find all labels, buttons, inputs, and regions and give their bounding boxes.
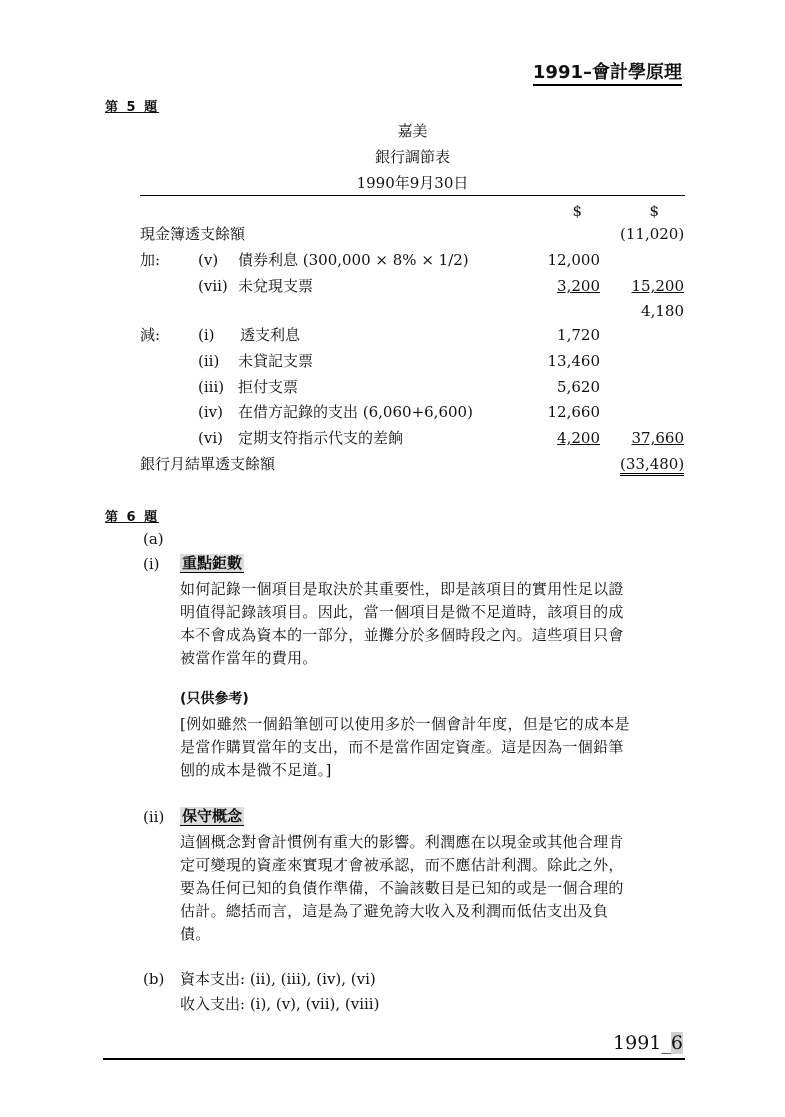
- reference-paragraph: [180, 713, 690, 782]
- add-total: 15,200: [631, 277, 684, 295]
- add-item-desc: 未兌現支票: [238, 277, 314, 295]
- text-line: 這個概念對會計慣例有重大的影響。利潤應在以現金或其他合理肯: [180, 833, 624, 851]
- less-label: 減:: [140, 326, 161, 344]
- section-ii-heading: 保守概念: [182, 807, 243, 825]
- less-item-desc: 透支利息: [240, 326, 301, 344]
- add-item-amount: 3,200: [557, 277, 600, 295]
- reference-only-heading: (只供參考): [180, 691, 249, 707]
- section-i-heading: 重點鉅數: [182, 554, 243, 572]
- company-name: 嘉美: [397, 122, 428, 140]
- opening-balance-label: 現金簿透支餘額: [140, 225, 246, 243]
- page-number-value: 6: [670, 1032, 683, 1054]
- less-item-ref: (vi): [198, 429, 223, 447]
- capital-expenditure-line: 資本支出: (ii), (iii), (iv), (vi): [180, 970, 376, 988]
- question-6-label: 第 6 題: [105, 510, 160, 525]
- add-item-ref: (v): [198, 251, 219, 269]
- less-item-ref: (i): [198, 326, 215, 344]
- section-ii-paragraph: [180, 831, 690, 946]
- less-item-desc: 未貸記支票: [238, 352, 314, 370]
- closing-balance-label: 銀行月結單透支餘額: [140, 455, 276, 473]
- less-item-amount: 12,660: [547, 403, 600, 421]
- revenue-expenditure-line: 收入支出: (i), (v), (vii), (viii): [180, 995, 380, 1013]
- less-item-ref: (iv): [198, 403, 223, 421]
- statement-divider: [140, 195, 685, 196]
- section-ii-number: (ii): [143, 808, 165, 826]
- less-item-ref: (ii): [198, 352, 220, 370]
- closing-balance-total: (33,480): [620, 455, 684, 476]
- question-5-label: 第 5 題: [105, 100, 160, 115]
- less-item-amount: 5,620: [557, 378, 600, 396]
- text-line: 刨的成本是微不足道。]: [180, 761, 332, 779]
- text-line: 如何記錄一個項目是取決於其重要性，即是該項目的實用性足以證: [180, 580, 624, 598]
- text-line: 債。: [180, 925, 211, 943]
- part-b-label: (b): [143, 970, 165, 988]
- text-line: [例如雖然一個鉛筆刨可以使用多於一個會計年度，但是它的成本是: [180, 715, 630, 733]
- statement-title: 銀行調節表: [374, 148, 450, 166]
- footer-rule: [103, 1058, 685, 1060]
- text-line: 是當作購買當年的支出，而不是當作固定資產。這是因為一個鉛筆: [180, 738, 624, 756]
- col-header-2: $: [649, 202, 659, 220]
- less-item-amount: 1,720: [557, 326, 600, 344]
- add-item-amount: 12,000: [547, 251, 600, 269]
- col-header-1: $: [572, 202, 582, 220]
- text-line: 定可變現的資產來實現才會被承認，而不應估計利潤。除此之外，: [180, 856, 624, 874]
- less-item-amount: 13,460: [547, 352, 600, 370]
- subtotal: 4,180: [641, 302, 684, 320]
- add-item-desc: 債券利息 (300,000 × 8% × 1/2): [238, 251, 469, 269]
- less-item-desc: 定期支符指示代支的差餉: [238, 429, 404, 447]
- part-a-label: (a): [143, 530, 164, 548]
- less-total: 37,660: [631, 429, 684, 447]
- section-i-number: (i): [143, 555, 160, 573]
- text-line: 明值得記錄該項目。因此，當一個項目是微不足道時，該項目的成: [180, 603, 624, 621]
- section-i-paragraph: [180, 578, 690, 670]
- opening-balance-total: (11,020): [620, 225, 685, 243]
- statement-date: 1990年9月30日: [356, 174, 469, 192]
- page-number-prefix: 1991_: [613, 1032, 671, 1054]
- page-header-title: 1991–會計學原理: [533, 62, 682, 86]
- add-item-ref: (vii): [198, 277, 228, 295]
- text-line: 被當作當年的費用。: [180, 649, 318, 667]
- less-item-amount: 4,200: [557, 429, 600, 447]
- add-label: 加:: [140, 251, 161, 269]
- text-line: 本不會成為資本的一部分，並攤分於多個時段之內。這些項目只會: [180, 626, 624, 644]
- page-number: [613, 1031, 683, 1055]
- less-item-desc: 在借方記錄的支出 (6,060+6,600): [238, 403, 473, 421]
- less-item-desc: 拒付支票: [238, 378, 299, 396]
- less-item-ref: (iii): [198, 378, 225, 396]
- text-line: 估計。總括而言，這是為了避免誇大收入及利潤而低估支出及負: [180, 902, 609, 920]
- text-line: 要為任何已知的負債作準備，不論該數目是已知的或是一個合理的: [180, 879, 624, 897]
